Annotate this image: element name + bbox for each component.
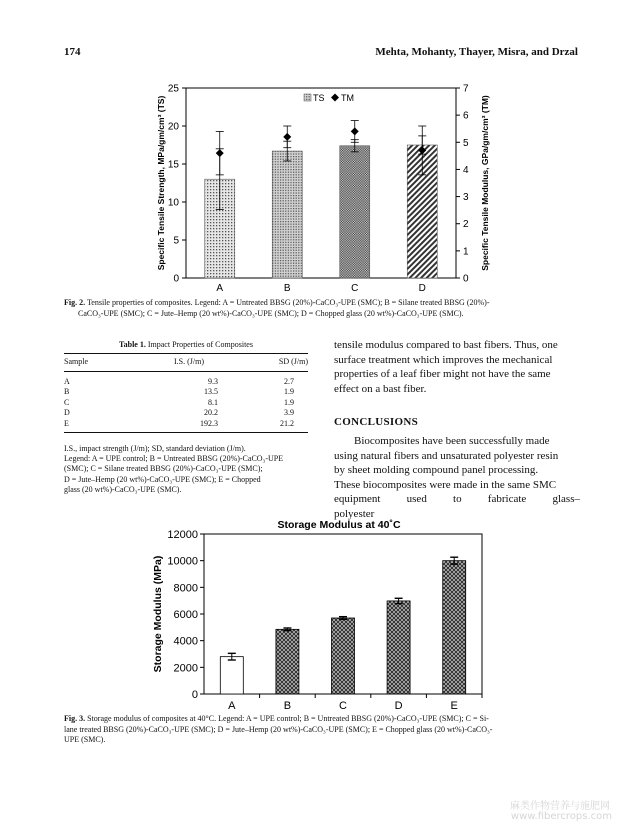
text-line: effect on a bast fiber. <box>334 382 427 395</box>
bar <box>332 618 355 694</box>
table-cell: 3.9 <box>284 408 294 418</box>
x-tick-label: B <box>283 283 291 294</box>
table-cell: 1.9 <box>284 387 294 397</box>
text-line: Biocomposites have been successfully made <box>354 435 550 447</box>
figure-2-caption-label: Fig. 2. <box>64 298 86 307</box>
y-tick-label: 6000 <box>173 609 198 621</box>
body-paragraph-2 <box>334 434 580 522</box>
table-row <box>64 387 308 398</box>
figure-3-caption-label: Fig. 3. <box>64 714 86 723</box>
figure-3-chart <box>148 516 488 714</box>
body-paragraph-1 <box>334 338 580 396</box>
y-tick-label: 25 <box>167 83 179 95</box>
y2-tick-label: 2 <box>463 219 469 231</box>
y2-tick-label: 4 <box>463 164 469 176</box>
y-tick-label: 20 <box>167 121 179 133</box>
bar <box>443 561 466 694</box>
y2-tick-label: 3 <box>463 192 469 204</box>
table-cell: 1.9 <box>284 397 294 407</box>
table-1-notes <box>64 444 310 495</box>
table-row <box>64 376 308 387</box>
table-cell: 9.3 <box>208 376 218 386</box>
watermark-line-1: 麻类作物营养与施肥网 <box>510 801 610 812</box>
tm-point <box>216 149 224 157</box>
table-cell: E <box>64 418 69 428</box>
figure-2-caption-line1: Tensile properties of composites. Legend: A = Untreated BBSG (20%)-CaCO₃-UPE (SMC); B = Silane treated BBSG (20%)- <box>86 298 490 307</box>
table-cell: D <box>64 408 70 418</box>
y2-tick-label: 1 <box>463 246 469 258</box>
table-row <box>64 397 308 408</box>
table-cell: C <box>64 397 70 407</box>
text-line: equipment used to fabricate glass–polyester <box>334 493 580 520</box>
y-tick-label: 12000 <box>167 529 198 541</box>
legend-swatch-ts <box>304 94 311 101</box>
table-row <box>64 418 308 429</box>
y-tick-label: 2000 <box>173 662 198 675</box>
figure-3-caption <box>64 714 584 746</box>
figure-2-chart <box>150 78 510 298</box>
y-axis-title: Specific Tensile Strength, MPa/gm/cm³ (TS) <box>156 95 166 271</box>
y-tick-label: 5 <box>173 235 179 247</box>
y2-tick-label: 5 <box>463 137 469 149</box>
y2-axis-title: Specific Tensile Modulus, GPa/gm/cm³ (TM) <box>480 95 490 271</box>
y-tick-label: 15 <box>167 159 179 171</box>
legend-marker-tm <box>331 94 339 102</box>
y-tick-label: 0 <box>191 689 198 701</box>
table-header-sd: SD (J/m) <box>278 356 308 366</box>
figure-3-caption-line3: UPE (SMC). <box>64 735 106 744</box>
table-cell: 21.2 <box>280 418 294 428</box>
table-cell: 20.2 <box>204 408 218 418</box>
x-tick-label: D <box>394 700 403 712</box>
y2-tick-label: 7 <box>463 83 469 95</box>
table-header-row <box>64 356 308 367</box>
text-line: properties of a leaf fiber might not have the same <box>334 368 551 381</box>
table-1-title <box>64 340 308 351</box>
chart-title: Storage Modulus at 40˚C <box>277 519 401 531</box>
table-cell: 8.1 <box>208 397 218 407</box>
figure-2-caption-line2: CaCO₃-UPE (SMC); C = Jute–Hemp (20 wt%)-CaCO₃-UPE (SMC); D = Chopped glass (20 wt%)-CaCO₃-UPE (SMC). <box>78 308 464 318</box>
legend-label-ts: TS <box>313 93 325 103</box>
section-heading-conclusions: CONCLUSIONS <box>334 416 418 428</box>
x-tick-label: C <box>351 283 359 294</box>
y-tick-label: 10000 <box>167 555 198 568</box>
text-line: using natural fibers and unsaturated polyester resin <box>334 449 559 462</box>
table-top-rule <box>64 353 308 354</box>
table-body <box>64 376 308 429</box>
table-note-line: glass (20 wt%)-CaCO₃-UPE (SMC). <box>64 484 182 494</box>
y2-tick-label: 0 <box>463 273 469 285</box>
x-tick-label: C <box>339 700 347 712</box>
figure-3-caption-line1: Storage modulus of composites at 40°C. Legend: A = UPE control; B = Untreated BBSG (20%)-CaCO₃-UPE (SMC); C = Si- <box>87 714 489 723</box>
y-tick-label: 4000 <box>173 635 198 648</box>
text-line: by sheet molding compound panel processing. <box>334 464 539 477</box>
figure-2-caption <box>64 298 584 319</box>
bar-ts <box>272 151 302 278</box>
table-cell: A <box>64 376 70 386</box>
text-line: tensile modulus compared to bast fibers. Thus, one <box>334 339 558 351</box>
x-tick-label: A <box>228 700 236 712</box>
bar <box>276 629 299 694</box>
table-header-rule <box>64 371 308 372</box>
y-tick-label: 8000 <box>173 582 198 595</box>
table-1-title-text: Impact Properties of Composites <box>147 340 253 349</box>
y-tick-label: 10 <box>167 197 179 209</box>
table-cell: 2.7 <box>284 376 294 386</box>
table-header-is: I.S. (J/m) <box>174 356 204 366</box>
table-1-label: Table 1. <box>119 340 146 349</box>
table-note-line: Legend: A = UPE control; B = Untreated BBSG (20%)-CaCO₃-UPE <box>64 454 284 464</box>
table-bottom-rule <box>64 432 308 433</box>
text-line: These biocomposites were made in the same SMC <box>334 478 557 491</box>
x-tick-label: D <box>418 283 426 294</box>
table-note-line: D = Jute–Hemp (20 wt%)-CaCO₃-UPE (SMC); E = Chopped <box>64 474 261 484</box>
table-note-line: (SMC); C = Silane treated BBSG (20%)-CaCO₃-UPE (SMC); <box>64 464 263 474</box>
x-tick-label: B <box>283 700 292 712</box>
table-cell: 192.3 <box>200 418 218 428</box>
y2-tick-label: 6 <box>463 110 469 122</box>
figure-3-caption-line2: lane treated BBSG (20%)-CaCO₃-UPE (SMC); D = Jute–Hemp (20 wt%)-CaCO₃-UPE (SMC); E = Chopped glass (20 wt%)-CaCO₃- <box>64 724 493 734</box>
table-cell: 13.5 <box>204 387 218 397</box>
text-line: surface treatment which improves the mechanical <box>334 353 553 366</box>
page-number: 174 <box>64 46 81 58</box>
running-head-authors: Mehta, Mohanty, Thayer, Misra, and Drzal <box>375 46 578 58</box>
table-row <box>64 408 308 419</box>
table-note-line: I.S., impact strength (J/m); SD, standard deviation (J/m). <box>64 444 246 453</box>
watermark-line-2: www.fibercrops.com <box>510 811 612 822</box>
table-1 <box>64 356 308 367</box>
tm-point <box>351 127 359 135</box>
y-axis-title: Storage Modulus (MPa) <box>152 555 164 673</box>
x-tick-label: E <box>450 700 458 712</box>
bar <box>220 657 243 694</box>
bar-ts <box>340 146 370 278</box>
x-tick-label: A <box>216 283 224 294</box>
y-tick-label: 0 <box>173 273 179 285</box>
bar <box>387 601 410 694</box>
table-header-sample: Sample <box>64 356 88 366</box>
table-cell: B <box>64 387 70 397</box>
tm-point <box>283 133 291 141</box>
legend-label-tm: TM <box>341 93 354 103</box>
